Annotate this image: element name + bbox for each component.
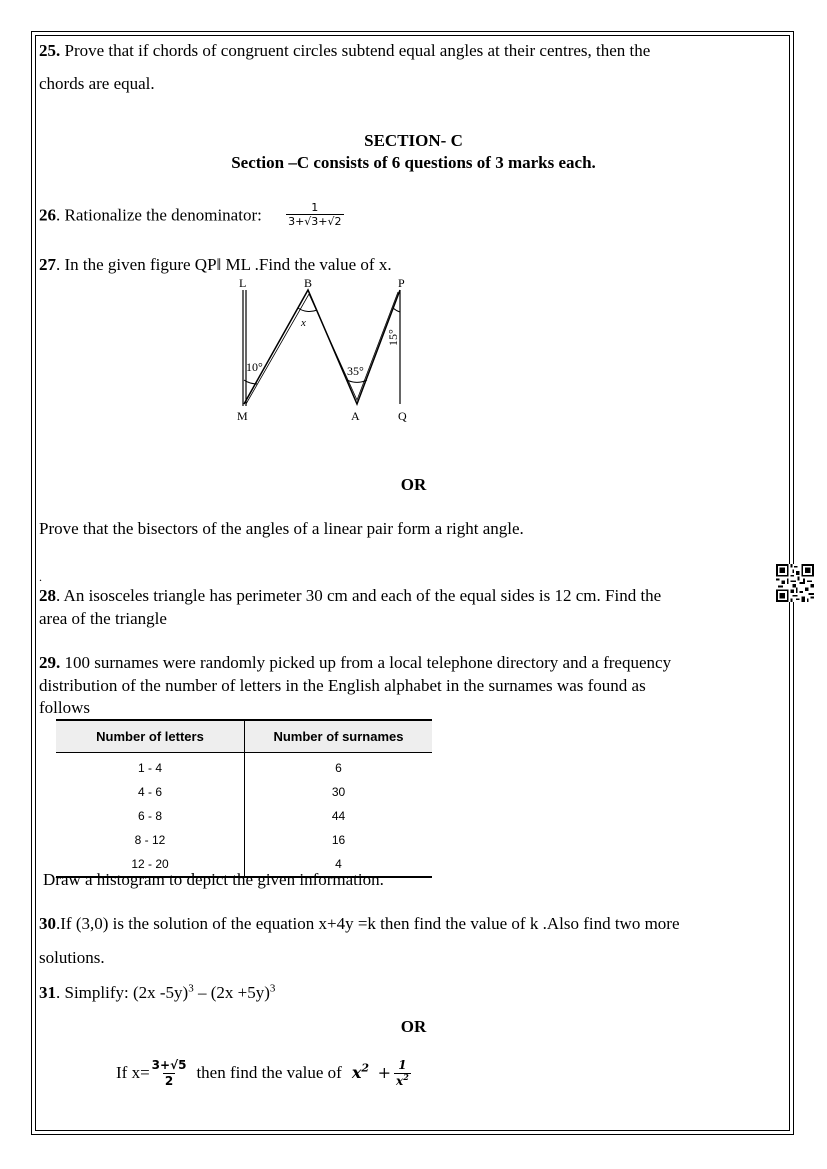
table-cell: 12 - 20 xyxy=(56,852,245,877)
zigzag-edge xyxy=(246,292,398,404)
question-29-line3: follows xyxy=(39,698,90,717)
label-m: M xyxy=(237,409,248,423)
math-variable: x xyxy=(351,1063,362,1082)
question-text: then find the value of xyxy=(196,1063,342,1082)
question-text: . Simplify: (2x -5y) xyxy=(56,983,189,1002)
question-text: .If (3,0) is the solution of the equation x+4y =k then find the value of k .Also find two more xyxy=(56,914,680,933)
fraction-denominator: 3+√3+√2 xyxy=(288,215,342,228)
question-number: 30 xyxy=(39,914,56,933)
question-text: Prove that if chords of congruent circles subtend equal angles at their centres, then the xyxy=(60,41,651,60)
question-text: . Rationalize the denominator: xyxy=(56,205,262,225)
angle-label-a: 35° xyxy=(347,364,364,378)
qr-code-image xyxy=(776,564,814,602)
table-header-row xyxy=(56,720,432,753)
question-text: If x= xyxy=(116,1063,150,1082)
question-25 xyxy=(39,41,650,61)
fraction-numerator: 1 xyxy=(311,201,319,214)
exponent: 3 xyxy=(269,982,276,995)
exponent: 2 xyxy=(361,1061,370,1075)
plus-sign: + xyxy=(377,1063,392,1082)
table-row xyxy=(56,780,432,804)
fraction xyxy=(150,1058,189,1089)
question-27-alternative: Prove that the bisectors of the angles of a linear pair form a right angle. xyxy=(39,519,524,538)
fraction-denominator: 2 xyxy=(164,1073,174,1088)
table-cell: 4 - 6 xyxy=(56,780,245,804)
section-subtitle: Section –C consists of 6 questions of 3 marks each. xyxy=(231,153,596,172)
table-row xyxy=(56,828,432,852)
label-q: Q xyxy=(398,409,407,423)
question-text: – (2x +5y) xyxy=(197,983,270,1002)
question-number: 26 xyxy=(39,205,56,225)
question-27 xyxy=(39,255,392,275)
label-p: P xyxy=(398,276,405,290)
question-number: 29. xyxy=(39,653,61,672)
zigzag-mbap xyxy=(244,290,400,404)
question-30 xyxy=(39,914,680,934)
question-29-line2: distribution of the number of letters in the English alphabet in the surnames was found as xyxy=(39,676,646,695)
question-31-alternative xyxy=(116,1058,411,1088)
question-26 xyxy=(39,203,344,230)
label-x: x xyxy=(301,317,306,329)
column-header: Number of surnames xyxy=(245,720,433,753)
question-text: . An isosceles triangle has perimeter 30 cm and each of the equal sides is 12 cm. Find the xyxy=(56,586,662,605)
table-cell: 16 xyxy=(331,833,346,847)
table-cell: 6 - 8 xyxy=(56,804,245,828)
question-31 xyxy=(39,983,275,1003)
label-l: L xyxy=(239,276,247,290)
question-text: . In the given figure QP‖ ML .Find the value of x. xyxy=(56,255,392,274)
table-cell: 30 xyxy=(331,785,346,799)
fraction-numerator: 1 xyxy=(398,1057,407,1072)
table-cell: 4 xyxy=(245,852,433,877)
angle-label-p: 15° xyxy=(386,329,400,346)
or-separator-31: OR xyxy=(400,1017,427,1036)
fraction-denominator xyxy=(394,1073,411,1089)
table-cell: 1 - 4 xyxy=(56,753,245,781)
question-number: 25. xyxy=(39,41,61,60)
question-29-instruction: Draw a histogram to depict the given information. xyxy=(43,870,384,889)
question-number: 27 xyxy=(39,255,56,274)
geometry-figure xyxy=(225,274,425,426)
label-a: A xyxy=(351,409,360,423)
angle-label-m: 10° xyxy=(246,360,263,374)
question-25-line2: chords are equal. xyxy=(39,74,155,93)
page-border-inner xyxy=(35,35,790,1131)
label-b: B xyxy=(304,276,313,290)
exponent: 3 xyxy=(188,982,194,995)
math-expression xyxy=(352,1063,394,1083)
stray-dot: . xyxy=(39,570,42,584)
question-number: 31 xyxy=(39,983,56,1002)
angle-arc-p xyxy=(393,308,400,312)
table-row xyxy=(56,804,432,828)
fraction-numerator: 3+√5 xyxy=(151,1057,187,1072)
column-header: Number of letters xyxy=(56,720,245,753)
table-cell: 8 - 12 xyxy=(56,828,245,852)
frequency-table xyxy=(56,719,432,878)
table-cell: 44 xyxy=(331,809,346,823)
or-separator-27: OR xyxy=(400,475,427,494)
question-text: 100 surnames were randomly picked up from a local telephone directory and a frequency xyxy=(60,653,672,672)
table-row xyxy=(56,753,432,781)
exponent: 2 xyxy=(403,1071,409,1082)
table-cell: 6 xyxy=(335,761,342,775)
section-title: SECTION- C xyxy=(364,131,463,150)
question-30-line2: solutions. xyxy=(39,948,105,967)
fraction xyxy=(286,201,343,228)
fraction xyxy=(394,1058,411,1089)
math-variable: x xyxy=(396,1073,404,1088)
question-29 xyxy=(39,653,671,673)
question-28-line2: area of the triangle xyxy=(39,609,167,628)
question-number: 28 xyxy=(39,586,56,605)
question-28 xyxy=(39,586,661,606)
